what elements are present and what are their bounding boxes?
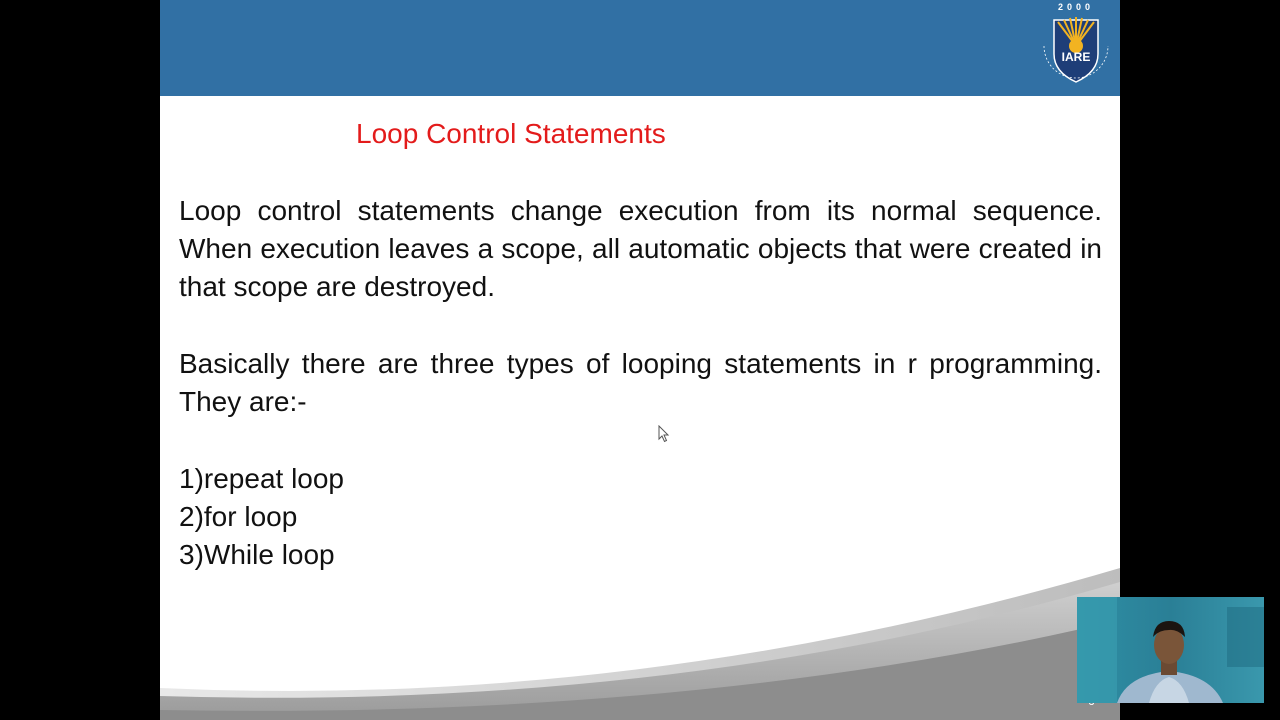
list-item-for-loop: 2)for loop bbox=[179, 501, 298, 532]
paragraph-intro: Loop control statements change execution from its normal sequence. When execution leaves a scope, all automatic objects that were created in that scope are destroyed. bbox=[179, 195, 1102, 302]
slide-title: Loop Control Statements bbox=[356, 118, 666, 149]
logo-graphic bbox=[1032, 2, 1120, 92]
loop-types-list bbox=[179, 460, 344, 574]
logo-year: 2000 bbox=[1057, 2, 1095, 12]
logo-name: IARE bbox=[1061, 50, 1091, 64]
slide-header-band bbox=[160, 0, 1120, 96]
list-item-repeat-loop: 1)repeat loop bbox=[179, 463, 345, 494]
iare-logo-icon bbox=[1032, 2, 1120, 92]
webcam-video-overlay bbox=[1077, 597, 1264, 703]
presentation-slide bbox=[160, 0, 1120, 720]
decorative-swoosh bbox=[160, 560, 1120, 720]
presenter-video-feed bbox=[1077, 597, 1264, 703]
paragraph-types: Basically there are three types of looping statements in r programming. They are:- bbox=[179, 348, 1102, 417]
list-item-while-loop: 3)While loop bbox=[179, 539, 335, 570]
mouse-pointer-icon bbox=[658, 425, 670, 443]
